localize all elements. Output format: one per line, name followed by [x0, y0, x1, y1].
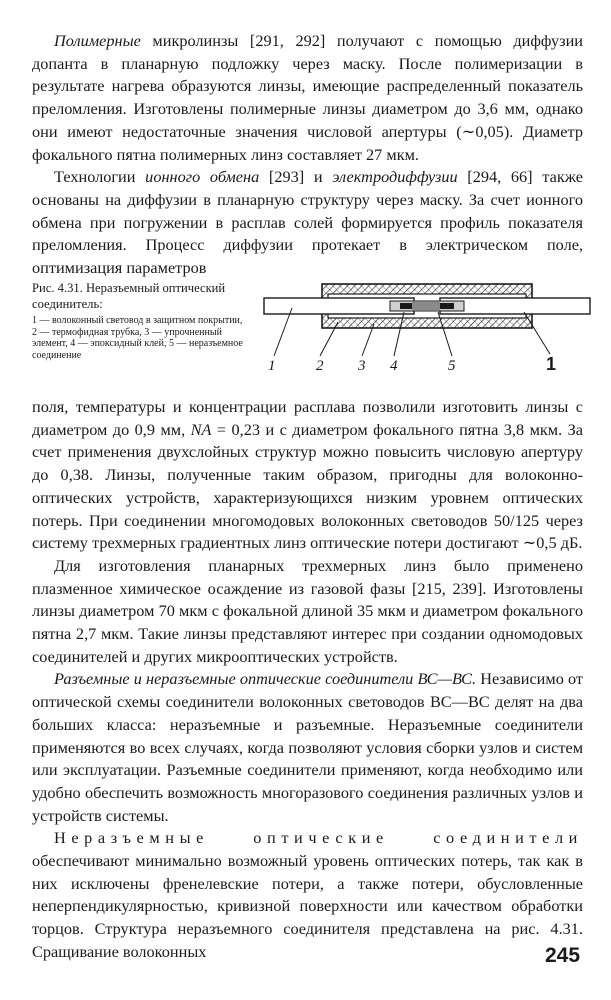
paragraph-text: [293] и — [259, 167, 333, 187]
emphasis-electrodiffusion: электродиффузии — [332, 167, 458, 187]
paragraph-ion-exchange-continued — [32, 396, 583, 555]
paragraph-permanent-connectors — [32, 827, 583, 963]
diagram-label-1-right: 1 — [546, 354, 557, 374]
diagram-label-3: 3 — [358, 358, 366, 374]
paragraph-text: микролинзы [291, 292] получают с помощью диффузии допанта в планарную подложку через маску. После полимеризации в результате нагрева образуются линзы, имеющие распределенный показатель преломления. Изготовлены полимерные линзы диаметром до 3,6 мм, однако они имеют недостаточные значения числовой апертуры (∼0,05). Диаметр фокального пятна полимерных линз составляет 27 мкм. — [32, 31, 583, 164]
paragraph-text: Технологии — [54, 167, 146, 187]
page-number: 245 — [545, 944, 581, 967]
paragraph-text: [294, 66] также основаны на диффузии в планарную структуру через маску. За счет ионного обмена при погружении в расплав солей формируется профиль показателя преломления. Процесс диффузии протекает в электрическом поле, оптимизация параметров — [32, 167, 583, 278]
diagram-label-4: 4 — [390, 358, 398, 374]
paragraph-text: поля, температуры и концентрации расплава позволили изготовить линзы с диаметром до 0,9 мм, — [32, 397, 583, 439]
diagram-label-2: 2 — [316, 358, 324, 374]
paragraph-connector-classes — [32, 668, 583, 827]
emphasis-polymer: Полимерные — [54, 31, 141, 50]
paragraph-text: Независимо от оптической схемы соединители волоконных световодов ВС—ВС делят на два больших класса: неразъемные и разъемные. Неразъемные соединители применяются во всех случаях, когда позволяют условия сборки узлов и систем или эксплуатации. Разъемные соединители применяют, когда необходимо или удобно обеспечить возможность многоразового соединения различных узлов и устройств системы. — [32, 669, 583, 825]
connector-diagram — [262, 272, 592, 382]
text-block-top — [32, 30, 583, 280]
figure-caption-title: Рис. 4.31. Неразъемный оптический соединитель: — [32, 281, 226, 311]
spaced-term: Неразъемные оптические соединители — [54, 828, 583, 848]
emphasis-ion-exchange: ионного обмена — [145, 167, 260, 187]
paragraph-text: Для изготовления планарных трехмерных линз было применено плазменное химическое осаждение из газовой фазы [215, 239]. Изготовлены линзы диаметром 70 мкм с фокальной длиной 35 мкм и диаметром фокального пятна 2,7 мкм. Такие линзы представляют интерес при создании одномодовых соединителей и других микрооптических устройств. — [32, 555, 583, 666]
paragraph-text: = 0,23 и с диаметром фокального пятна 3,8 мкм. За счет применения двухслойных структур можно повысить числовую апертуру до 0,38. Линзы, полученные таким образом, пригодны для волоконно-оптических устройств, характеризующихся низким уровнем оптических потерь. При соединении многомодовых волоконных световодов 50/125 через систему трехмерных градиентных линз оптические потери достигают ∼0,5 дБ. — [32, 419, 584, 553]
figure-caption — [32, 280, 262, 361]
paragraph-polymer-lenses — [32, 30, 583, 166]
figure-caption-legend: 1 — волоконный световод в защитном покрытии, 2 — термофидная трубка, 3 — упрочненный элемент, 4 — эпоксидный клей, 5 — неразъемное соединение — [32, 315, 243, 361]
paragraph-text: обеспечивают минимально возможный уровень оптических потерь, так как в них исключены френелевские потери, а также потери, обусловленные неперпендикулярностью, кривизной поверхности или качеством обработки торцов. Структура неразъемного соединителя представлена на рис. 4.31. Сращивание волоконных — [32, 851, 583, 961]
diagram-label-5: 5 — [448, 358, 456, 374]
diagram-label-1: 1 — [268, 358, 276, 374]
section-heading-connectors: Разъемные и неразъемные оптические соединители ВС—ВС. — [54, 669, 477, 689]
emphasis-na: NA — [190, 419, 212, 439]
paragraph-ion-exchange — [32, 166, 583, 280]
text-block-bottom — [32, 396, 583, 964]
paragraph-plasma-deposition — [32, 555, 583, 669]
